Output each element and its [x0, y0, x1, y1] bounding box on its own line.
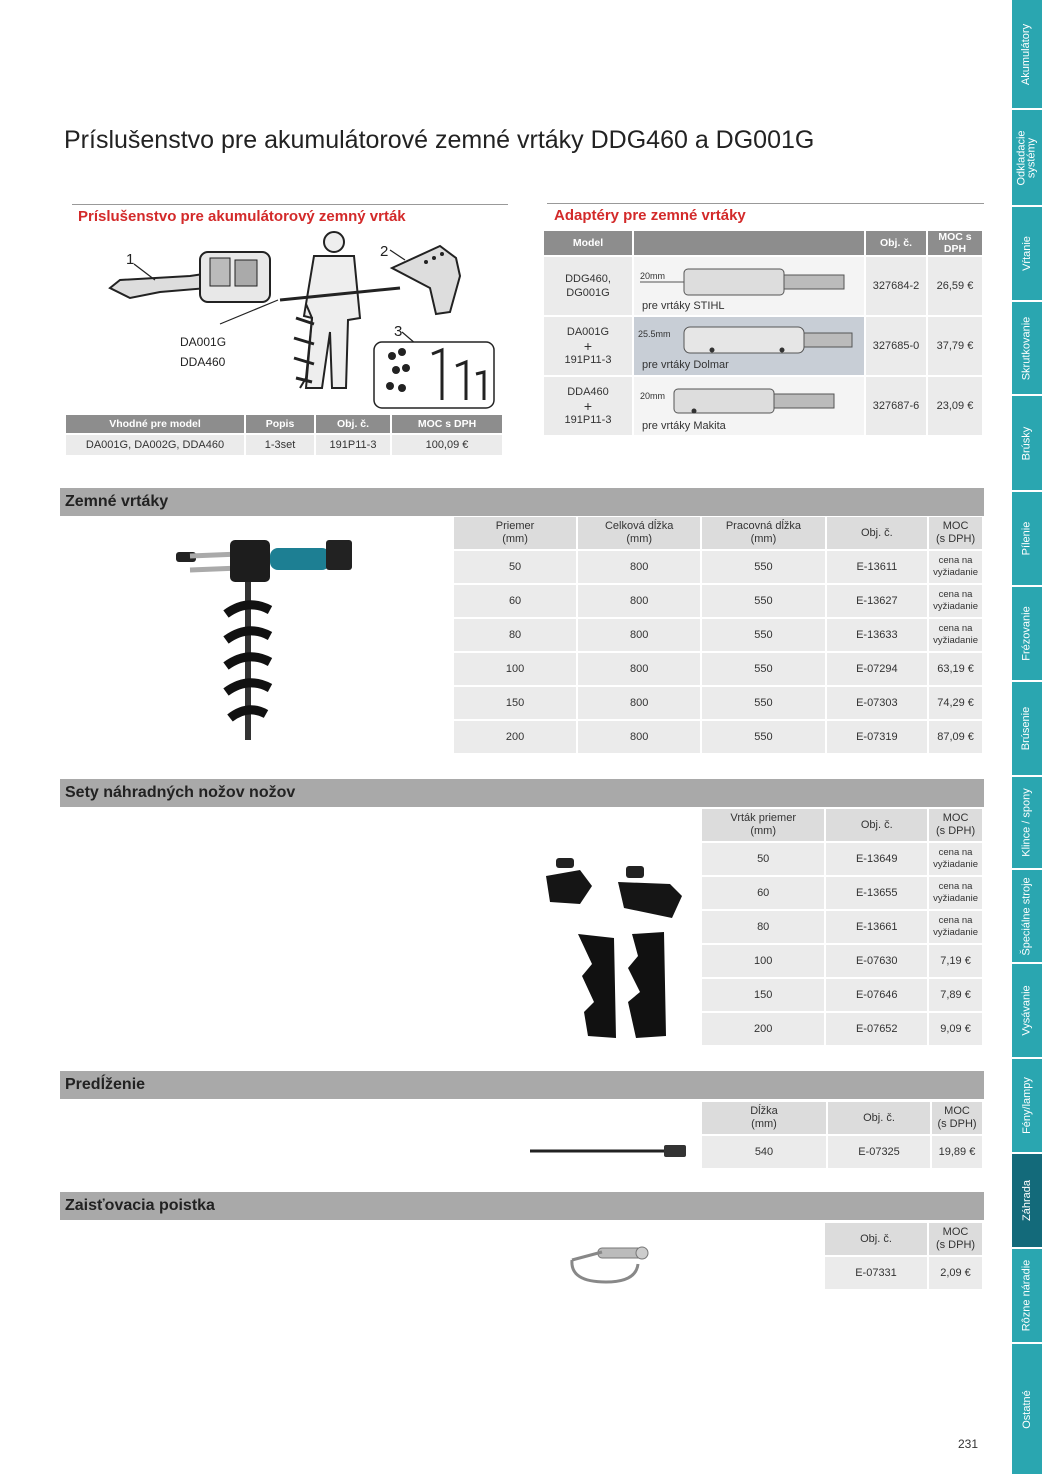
col-header: Obj. č. [316, 415, 390, 433]
augers-table: Priemer (mm) Celková dĺžka (mm) Pracovná dĺžka (mm) Obj. č. MOC (s DPH) 50 800 550 E-13611 cena na vyžiadanie 60 800 550 E-13627 cena na vyžiadanie 80 800 550 E-13633 cena na vyžiadanie 100 800 550 E-07294 63,19 € 150 800 550 E-07303 74,29 € 200 800 550 E-07319 87,09 € [452, 515, 984, 755]
model-text: DG001G [566, 287, 610, 299]
divider [547, 203, 984, 204]
table-row: 150 800 550 E-07303 74,29 € [454, 687, 982, 719]
adapter-caption: pre vrtáky Dolmar [642, 359, 729, 371]
sidebar-tab-pilenie[interactable]: Pílenie [1012, 492, 1042, 587]
adapter-image-dolmar [634, 317, 864, 375]
table-row: 100 800 550 E-07294 63,19 € [454, 653, 982, 685]
section-header-augers: Zemné vrtáky [60, 488, 984, 516]
col-header: Obj. č. [866, 231, 926, 255]
table-row: 60 800 550 E-13627 cena na vyžiadanie [454, 585, 982, 617]
dim-label: 25.5mm [638, 329, 671, 339]
adapter-image-makita [634, 377, 864, 435]
sidebar-tab-rozne[interactable]: Rôzne náradie [1012, 1249, 1042, 1344]
model-text: DDG460, [565, 273, 611, 285]
sidebar-tab-klince[interactable]: Klince / spony [1012, 777, 1042, 870]
model-text: DDA460 [567, 386, 609, 398]
callout-2: 2 [380, 243, 389, 260]
table-row: 50 800 550 E-13611 cena na vyžiadanie [454, 551, 982, 583]
table-row: 540 E-07325 19,89 € [702, 1136, 982, 1168]
table-cell: 191P11-3 [316, 435, 390, 455]
sidebar-tab-specialne[interactable]: Špeciálne stroje [1012, 870, 1042, 964]
section-header-blades: Sety náhradných nožov nožov [60, 779, 984, 807]
pin-table: Obj. č. MOC (s DPH) E-07331 2,09 € [823, 1221, 984, 1291]
dim-label: 20mm [640, 391, 666, 401]
adapter-image-stihl [634, 257, 864, 315]
table-row: 80 E-13661 cena na vyžiadanie [702, 911, 982, 943]
table-cell: 327684-2 [866, 257, 926, 315]
model-text: + [583, 338, 593, 354]
auger-accessory-illustration [100, 228, 504, 414]
callout-1: 1 [126, 251, 135, 268]
model-label-da001g: DA001G [180, 335, 227, 349]
page-number: 231 [958, 1437, 979, 1451]
sidebar-tab-skrutkovanie[interactable]: Skrutkovanie [1012, 302, 1042, 396]
table-row: E-07331 2,09 € [825, 1257, 982, 1289]
table-row: 100 E-07630 7,19 € [702, 945, 982, 977]
model-text: + [583, 398, 593, 414]
model-text: 191P11-3 [564, 354, 612, 366]
col-header: Model [544, 231, 632, 255]
table-cell: 100,09 € [392, 435, 502, 455]
col-header: Popis [246, 415, 314, 433]
sidebar-tab-frezovanie[interactable]: Frézovanie [1012, 587, 1042, 682]
sidebar-tab-brusenie[interactable]: Brúsenie [1012, 682, 1042, 777]
sidebar-tab-vysavanie[interactable]: Vysávanie [1012, 964, 1042, 1059]
accessory-table [64, 413, 504, 457]
model-labels [180, 332, 226, 372]
sidebar-tab-akumulatory[interactable]: Akumulátory [1012, 0, 1042, 110]
model-text: DA001G [566, 326, 610, 338]
lock-pin-image [562, 1232, 652, 1288]
sidebar-tab-vrtanie[interactable]: Vŕtanie [1012, 207, 1042, 302]
table-row: 150 E-07646 7,89 € [702, 979, 982, 1011]
page-title: Príslušenstvo pre akumulátorové zemné vrtáky DDG460 a DG001G [64, 126, 815, 154]
section-header-extension: Predĺženie [60, 1071, 984, 1099]
table-row: 200 E-07652 9,09 € [702, 1013, 982, 1045]
section-header-pin: Zaisťovacia poistka [60, 1192, 984, 1220]
table-cell: 1-3set [246, 435, 314, 455]
col-header: MOC s DPH [928, 231, 982, 255]
table-row: 80 800 550 E-13633 cena na vyžiadanie [454, 619, 982, 651]
table-cell: 26,59 € [928, 257, 982, 315]
table-row: 50 E-13649 cena na vyžiadanie [702, 843, 982, 875]
adapters-heading: Adaptéry pre zemné vrtáky [554, 207, 746, 224]
table-cell: 23,09 € [928, 377, 982, 435]
sidebar-tab-zahrada[interactable]: Záhrada [1012, 1154, 1042, 1249]
adapters-table [542, 229, 984, 437]
extension-table: Dĺžka (mm) Obj. č. MOC (s DPH) 540 E-07325 19,89 € [700, 1100, 984, 1170]
table-cell: 327685-0 [866, 317, 926, 375]
col-header [634, 231, 864, 255]
table-row [544, 317, 982, 375]
section-sidebar [1012, 0, 1042, 1474]
divider [72, 204, 508, 205]
adapter-caption: pre vrtáky Makita [642, 420, 726, 432]
sidebar-tab-fenylampy[interactable]: Fény/lampy [1012, 1059, 1042, 1154]
callout-3: 3 [394, 323, 403, 340]
dim-label: 20mm [640, 271, 666, 281]
adapter-caption: pre vrtáky STIHL [642, 300, 725, 312]
extension-rod-image [528, 1140, 690, 1162]
table-cell: DA001G, DA002G, DDA460 [66, 435, 244, 455]
table-row [544, 377, 982, 435]
col-header: MOC s DPH [392, 415, 502, 433]
accessory-heading: Príslušenstvo pre akumulátorový zemný vrták [78, 208, 406, 225]
blade-set-image [540, 852, 690, 1042]
table-row: 60 E-13655 cena na vyžiadanie [702, 877, 982, 909]
table-cell: 37,79 € [928, 317, 982, 375]
earth-auger-image [170, 526, 360, 748]
sidebar-tab-brusky[interactable]: Brúsky [1012, 396, 1042, 492]
table-cell: 327687-6 [866, 377, 926, 435]
sidebar-tab-ostatne[interactable]: Ostatné [1012, 1344, 1042, 1476]
model-label-dda460: DDA460 [180, 355, 226, 369]
model-text: 191P11-3 [564, 414, 612, 426]
blades-table: Vrták priemer (mm) Obj. č. MOC (s DPH) 50 E-13649 cena na vyžiadanie 60 E-13655 cena na vyžiadanie 80 E-13661 cena na vyžiadanie 100 E-07630 7,19 € 150 E-07646 7,89 € 200 E-07652 9,09 € [700, 807, 984, 1047]
sidebar-tab-odkladacie[interactable]: Odkladacie systémy [1012, 110, 1042, 207]
table-row [544, 257, 982, 315]
col-header: Vhodné pre model [66, 415, 244, 433]
table-row: 200 800 550 E-07319 87,09 € [454, 721, 982, 753]
